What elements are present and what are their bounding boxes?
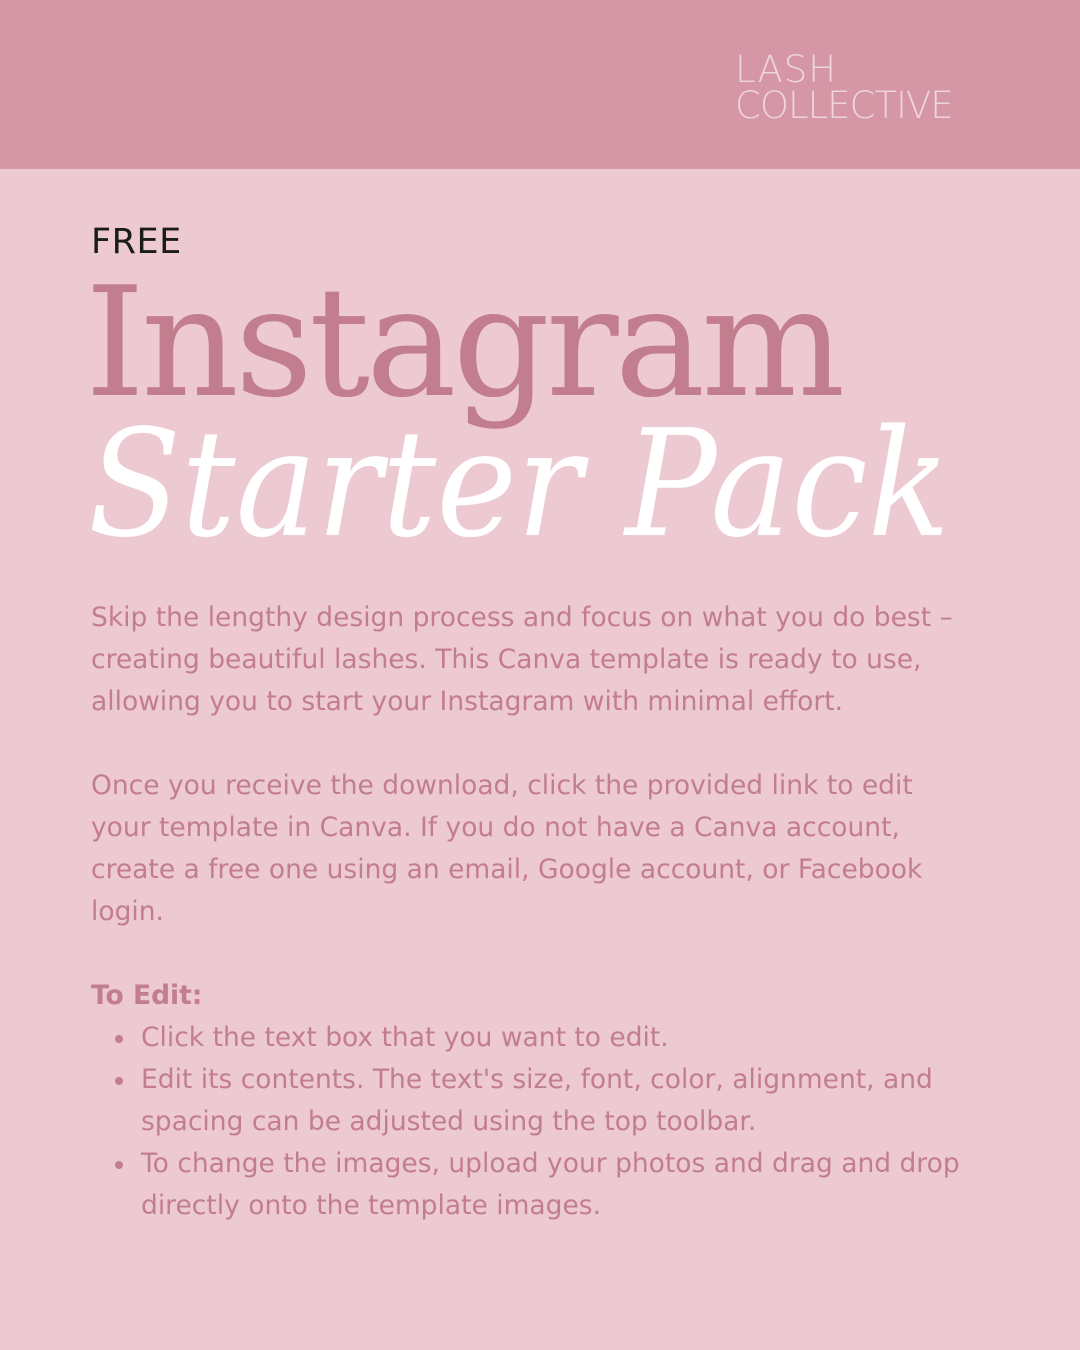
list-item-text: Click the text box that you want to edit. bbox=[141, 1022, 669, 1053]
bullet-icon bbox=[115, 1035, 123, 1043]
list-item-text: Edit its contents. The text's size, font, color, alignment, and spacing can be adjusted using the top toolbar. bbox=[141, 1064, 933, 1137]
body-content bbox=[91, 597, 971, 1227]
brand-logo bbox=[735, 48, 953, 127]
header-banner bbox=[0, 0, 1080, 169]
edit-steps-list bbox=[91, 1017, 971, 1227]
list-item bbox=[141, 1143, 971, 1227]
brand-logo-line2: COLLECTIVE bbox=[735, 84, 953, 127]
list-item-text: To change the images, upload your photos and drag and drop directly onto the template images. bbox=[141, 1148, 960, 1221]
script-subtitle-text: Starter Pack bbox=[88, 398, 950, 570]
brand-logo-line1: LASH bbox=[735, 48, 838, 91]
bullet-icon bbox=[115, 1161, 123, 1169]
page-title: Instagram bbox=[85, 254, 842, 431]
list-item bbox=[141, 1017, 971, 1059]
download-paragraph: Once you receive the download, click the provided link to edit your template in Canva. If you do not have a Canva account, create a free one using an email, Google account, or Facebook login. bbox=[91, 770, 923, 927]
list-item bbox=[141, 1059, 971, 1143]
script-subtitle bbox=[88, 385, 958, 585]
intro-paragraph: Skip the lengthy design process and focus on what you do best – creating beautiful lashes. This Canva template is ready to use, allowing you to start your Instagram with minimal effort. bbox=[91, 602, 953, 717]
edit-heading: To Edit: bbox=[91, 980, 203, 1011]
bullet-icon bbox=[115, 1077, 123, 1085]
eyebrow-label: FREE bbox=[91, 222, 182, 262]
